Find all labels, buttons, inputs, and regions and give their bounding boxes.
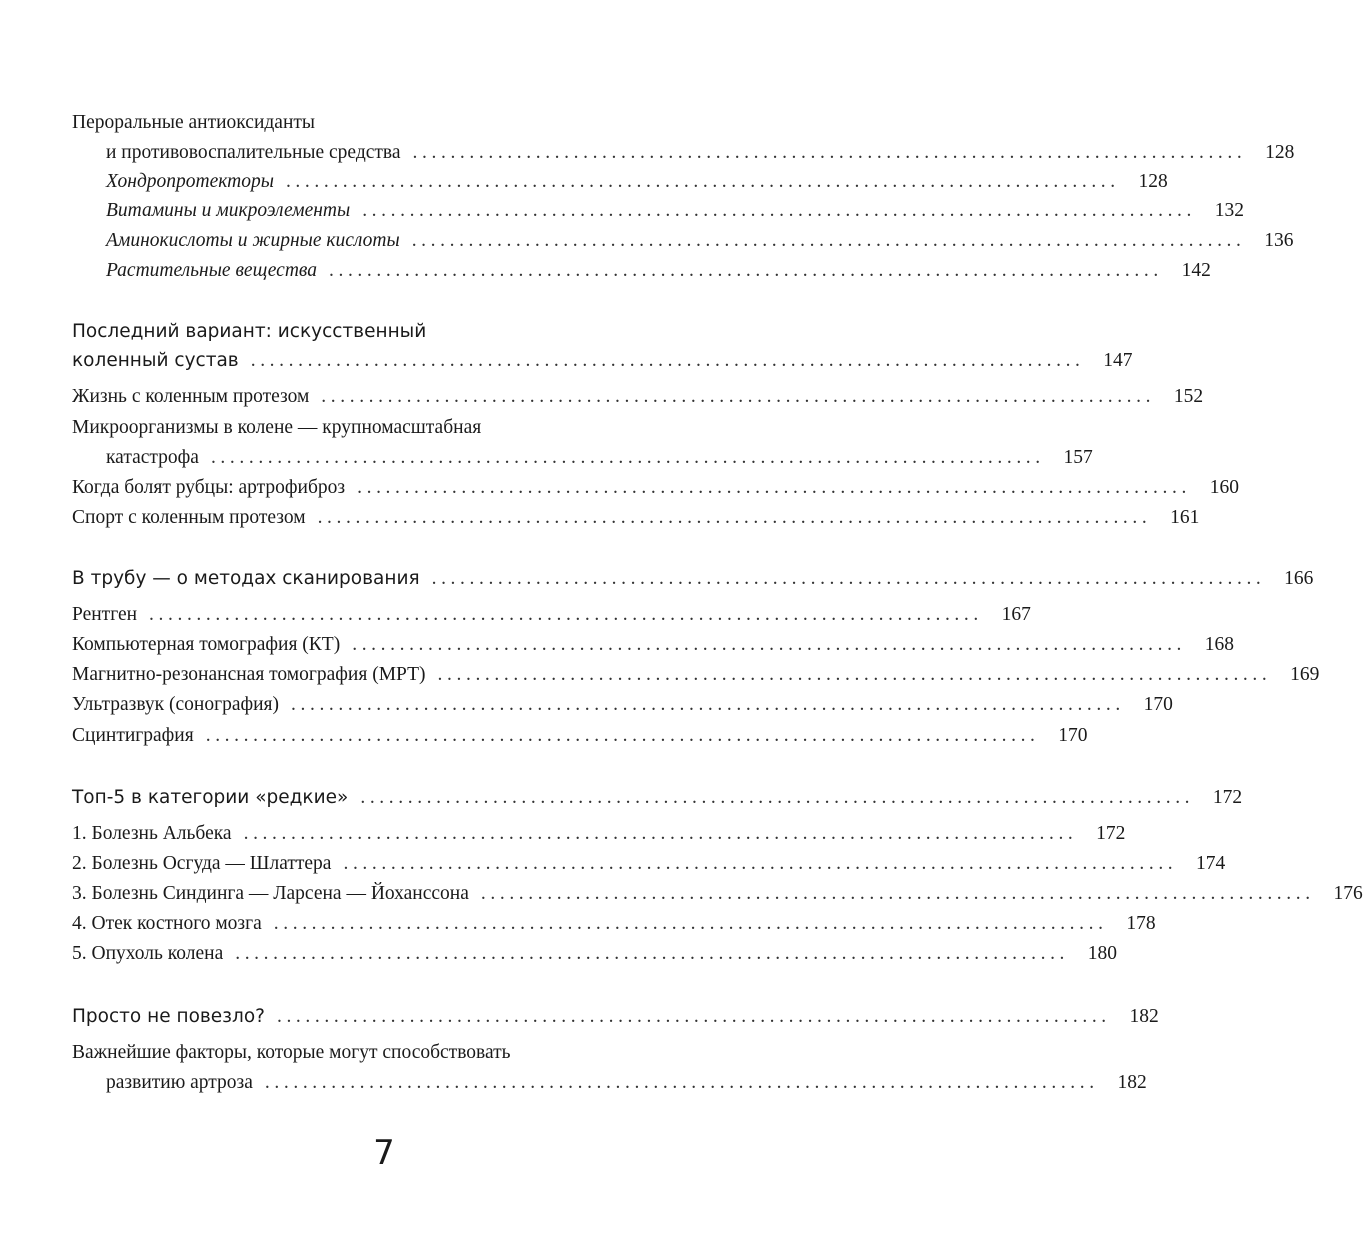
toc-entry-title: Ультразвук (сонография) bbox=[72, 694, 280, 715]
dot-leader: ........................................................................................ bbox=[343, 853, 1178, 874]
toc-page-number: 182 bbox=[1129, 1006, 1159, 1027]
dot-leader: ........................................................................................ bbox=[276, 1006, 1111, 1027]
toc-entry-title: 4. Отек костного мозга bbox=[72, 913, 262, 934]
toc-entry bbox=[72, 413, 644, 443]
toc-entry bbox=[72, 1068, 1147, 1098]
toc-page-number: 132 bbox=[1214, 200, 1245, 221]
dot-leader: ........................................................................................ bbox=[352, 634, 1187, 655]
toc-chapter-title: Топ-5 в категории «редкие» bbox=[72, 787, 349, 808]
toc-entry bbox=[72, 138, 1295, 168]
toc-chapter-heading bbox=[72, 317, 644, 347]
toc-entry bbox=[72, 721, 1088, 751]
toc-page-number: 128 bbox=[1138, 171, 1168, 192]
toc-entry-title: развитию артроза bbox=[106, 1072, 253, 1093]
dot-leader: ........................................................................................ bbox=[357, 477, 1191, 498]
toc-entry bbox=[72, 939, 1118, 969]
toc-page-number: 180 bbox=[1087, 943, 1118, 964]
toc-entry-title: Растительные вещества bbox=[106, 260, 317, 281]
toc-page-number: 168 bbox=[1204, 634, 1235, 655]
dot-leader: ........................................................................................ bbox=[285, 171, 1120, 192]
dot-leader: ........................................................................................ bbox=[317, 507, 1152, 528]
toc-entry bbox=[72, 443, 1093, 473]
toc-subentry bbox=[72, 226, 1294, 256]
dot-leader: ........................................................................................ bbox=[235, 943, 1070, 964]
toc-entry-title: Рентген bbox=[72, 604, 138, 625]
dot-leader: ........................................................................................ bbox=[149, 604, 983, 625]
toc-subentry bbox=[72, 196, 1245, 226]
toc-page-number: 182 bbox=[1117, 1072, 1147, 1093]
dot-leader: ........................................................................................ bbox=[437, 664, 1272, 685]
toc-chapter-heading bbox=[72, 783, 1243, 813]
toc-chapter-heading bbox=[72, 1002, 1159, 1032]
toc-page-number: 170 bbox=[1058, 725, 1088, 746]
toc-entry bbox=[72, 382, 1204, 412]
toc-page-number: 128 bbox=[1265, 142, 1295, 163]
toc-entry-title: катастрофа bbox=[106, 447, 199, 468]
toc-chapter-heading bbox=[72, 564, 1314, 594]
toc-entry bbox=[72, 849, 1226, 879]
toc-entry-title: 5. Опухоль колена bbox=[72, 943, 224, 964]
toc-entry-title: Магнитно-резонансная томография (МРТ) bbox=[72, 664, 426, 685]
dot-leader: ........................................................................................ bbox=[480, 883, 1315, 904]
toc-entry bbox=[72, 473, 1239, 503]
dot-leader: ........................................................................................ bbox=[360, 787, 1195, 808]
toc-entry-title: Микроорганизмы в колене — крупномасштабная bbox=[72, 417, 482, 438]
toc-entry-title: 1. Болезнь Альбека bbox=[72, 823, 232, 844]
toc-entry bbox=[72, 1038, 644, 1068]
toc-page-number: 172 bbox=[1212, 787, 1243, 808]
toc-chapter-title: Последний вариант: искусственный bbox=[72, 321, 427, 342]
toc-page-number: 136 bbox=[1264, 230, 1294, 251]
toc-entry-title: Когда болят рубцы: артрофиброз bbox=[72, 477, 346, 498]
toc-entry bbox=[72, 879, 1363, 909]
dot-leader: ........................................................................................ bbox=[210, 447, 1045, 468]
toc-page-number: 166 bbox=[1284, 568, 1314, 589]
dot-leader: ........................................................................................ bbox=[273, 913, 1108, 934]
dot-leader: ........................................................................................ bbox=[264, 1072, 1099, 1093]
dot-leader: ........................................................................................ bbox=[291, 694, 1125, 715]
toc-entry bbox=[72, 690, 1173, 720]
toc-page-number: 157 bbox=[1063, 447, 1093, 468]
toc-page-number: 167 bbox=[1001, 604, 1031, 625]
toc-entry-title: Важнейшие факторы, которые могут способствовать bbox=[72, 1042, 511, 1063]
toc-page-number: 152 bbox=[1173, 386, 1204, 407]
toc-entry-title: Хондропротекторы bbox=[106, 171, 274, 192]
toc-page-number: 169 bbox=[1290, 664, 1320, 685]
toc-entry bbox=[72, 660, 1320, 690]
toc-entry-title: Компьютерная томография (КТ) bbox=[72, 634, 341, 655]
toc-entry-title: Жизнь с коленным протезом bbox=[72, 386, 310, 407]
toc-page-number: 147 bbox=[1103, 350, 1133, 371]
toc-entry bbox=[72, 819, 1126, 849]
dot-leader: ........................................................................................ bbox=[205, 725, 1040, 746]
dot-leader: ........................................................................................ bbox=[329, 260, 1163, 281]
toc-entry-title: и противовоспалительные средства bbox=[106, 142, 401, 163]
dot-leader: ........................................................................................ bbox=[250, 350, 1085, 371]
toc-chapter-heading bbox=[72, 346, 1133, 376]
toc-page-number: 176 bbox=[1333, 883, 1363, 904]
toc-entry-title: Аминокислоты и жирные кислоты bbox=[106, 230, 400, 251]
page-number: 7 bbox=[373, 1133, 395, 1173]
dot-leader: ........................................................................................ bbox=[431, 568, 1266, 589]
toc-entry-title: 2. Болезнь Осгуда — Шлаттера bbox=[72, 853, 332, 874]
toc-entry-title: Витамины и микроэлементы bbox=[106, 200, 351, 221]
toc-subentry bbox=[72, 167, 1168, 197]
toc-entry bbox=[72, 600, 1031, 630]
toc-page-number: 161 bbox=[1170, 507, 1200, 528]
toc-chapter-title: Просто не повезло? bbox=[72, 1006, 265, 1027]
toc-entry bbox=[72, 503, 1200, 533]
dot-leader: ........................................................................................ bbox=[243, 823, 1078, 844]
dot-leader: ........................................................................................ bbox=[412, 142, 1247, 163]
toc-entry bbox=[72, 909, 1156, 939]
toc-page-number: 160 bbox=[1209, 477, 1239, 498]
toc-page-number: 174 bbox=[1196, 853, 1226, 874]
dot-leader: ........................................................................................ bbox=[411, 230, 1246, 251]
toc-entry bbox=[72, 630, 1235, 660]
toc-entry-title: 3. Болезнь Синдинга — Ларсена — Йохансcона bbox=[72, 883, 469, 904]
dot-leader: ........................................................................................ bbox=[362, 200, 1197, 221]
dot-leader: ........................................................................................ bbox=[321, 386, 1156, 407]
toc-page-number: 142 bbox=[1181, 260, 1211, 281]
toc-entry bbox=[72, 108, 644, 138]
toc-subentry bbox=[72, 256, 1211, 286]
toc-chapter-title: В трубу — о методах сканирования bbox=[72, 568, 420, 589]
toc-page-number: 172 bbox=[1096, 823, 1126, 844]
toc-entry-title: Спорт с коленным протезом bbox=[72, 507, 306, 528]
toc-page-number: 170 bbox=[1143, 694, 1173, 715]
toc-page-number: 178 bbox=[1126, 913, 1156, 934]
toc-entry-title: Сцинтиграфия bbox=[72, 725, 194, 746]
toc-chapter-title: коленный сустав bbox=[72, 350, 239, 371]
toc-entry-title: Пероральные антиоксиданты bbox=[72, 112, 316, 133]
